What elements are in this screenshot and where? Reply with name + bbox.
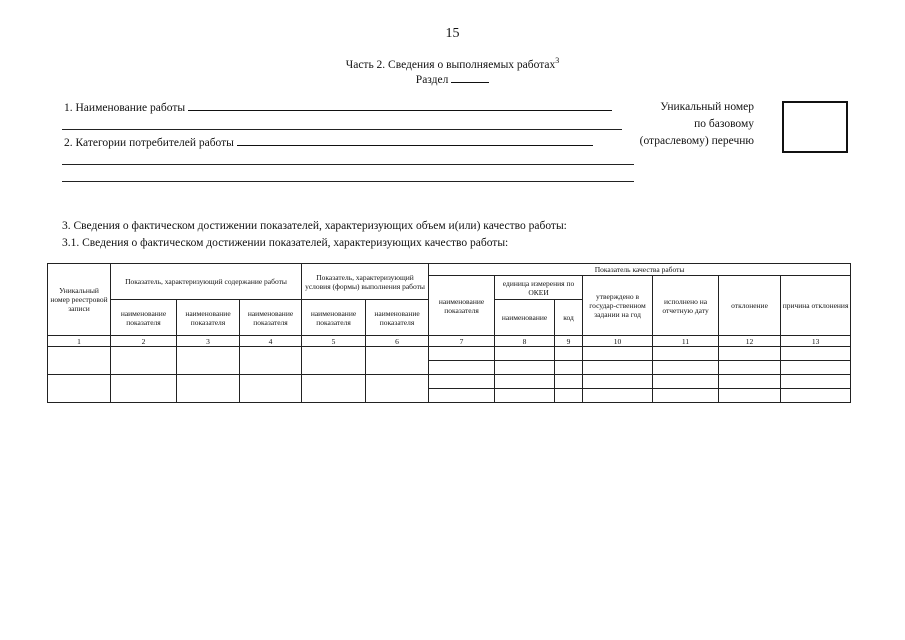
table-cell[interactable] [583, 375, 653, 389]
quality-table [47, 263, 851, 403]
unique-number-label [600, 99, 754, 150]
table-cell[interactable] [302, 375, 366, 403]
table-cell[interactable] [653, 375, 719, 389]
column-number: 11 [653, 336, 719, 347]
header-content-name-1: наименование показателя [111, 300, 177, 336]
header-unit-code: код [555, 300, 583, 336]
page-number: 15 [445, 26, 460, 41]
table-cell[interactable] [495, 375, 555, 389]
info-section-3-1: 3.1. Сведения о фактическом достижении показателей, характеризующих качество работы: [62, 237, 509, 249]
info-section-3: 3. Сведения о фактическом достижении показателей, характеризующих объем и(или) качество работы: [62, 220, 567, 232]
page-title-text: Часть 2. Сведения о выполняемых работах [345, 58, 556, 71]
table-cell[interactable] [495, 361, 555, 375]
field-work-name [64, 100, 612, 114]
header-conditions: Показатель, характеризующий условия (формы) выполнения работы [302, 264, 429, 300]
unique-number-box[interactable] [782, 101, 848, 153]
field-consumers-line-3[interactable] [62, 181, 634, 182]
column-number: 8 [495, 336, 555, 347]
field-consumers-line-2[interactable] [62, 164, 634, 165]
field-work-name-label: 1. Наименование работы [64, 102, 186, 114]
column-number: 1 [48, 336, 111, 347]
table-cell[interactable] [719, 361, 781, 375]
field-consumers [64, 135, 593, 149]
table-cell[interactable] [653, 347, 719, 361]
header-content: Показатель, характеризующий содержание работы [111, 264, 302, 300]
header-unit-name: наименование [495, 300, 555, 336]
table-cell[interactable] [583, 361, 653, 375]
header-quality-name: наименование показателя [429, 276, 495, 336]
column-number: 3 [177, 336, 240, 347]
table-cell[interactable] [240, 375, 302, 403]
section-line [0, 72, 905, 86]
column-number: 6 [366, 336, 429, 347]
table-cell[interactable] [555, 361, 583, 375]
table-cell[interactable] [429, 375, 495, 389]
table-cell[interactable] [719, 375, 781, 389]
header-content-name-2: наименование показателя [177, 300, 240, 336]
table-cell[interactable] [429, 347, 495, 361]
table-cell[interactable] [781, 375, 851, 389]
table-cell[interactable] [302, 347, 366, 375]
field-consumers-blank[interactable] [237, 135, 593, 146]
table-row [48, 375, 851, 389]
header-quality: Показатель качества работы [429, 264, 851, 276]
table-cell[interactable] [653, 361, 719, 375]
table-row [48, 347, 851, 361]
column-number: 4 [240, 336, 302, 347]
column-number: 2 [111, 336, 177, 347]
table-cell[interactable] [429, 389, 495, 403]
column-number: 10 [583, 336, 653, 347]
column-number: 9 [555, 336, 583, 347]
table-cell[interactable] [177, 347, 240, 375]
header-conditions-name-1: наименование показателя [302, 300, 366, 336]
section-label: Раздел [415, 74, 449, 86]
title-footnote: 3 [555, 56, 560, 65]
header-conditions-name-2: наименование показателя [366, 300, 429, 336]
table-cell[interactable] [555, 347, 583, 361]
table-cell[interactable] [495, 389, 555, 403]
table-cell[interactable] [719, 347, 781, 361]
table-cell[interactable] [48, 375, 111, 403]
table-cell[interactable] [653, 389, 719, 403]
header-deviation: отклонение [719, 276, 781, 336]
header-approved: утверждено в государ-ственном задании на год [583, 276, 653, 336]
header-executed: исполнено на отчетную дату [653, 276, 719, 336]
unique-number-line2: по базовому [694, 118, 754, 130]
column-number: 7 [429, 336, 495, 347]
table-cell[interactable] [48, 347, 111, 375]
header-reason: причина отклонения [781, 276, 851, 336]
table-cell[interactable] [781, 389, 851, 403]
column-numbers-row [48, 336, 851, 347]
table-cell[interactable] [429, 361, 495, 375]
table-cell[interactable] [495, 347, 555, 361]
section-number-blank[interactable] [451, 72, 489, 83]
table-cell[interactable] [366, 347, 429, 375]
table-cell[interactable] [366, 375, 429, 403]
table-cell[interactable] [555, 389, 583, 403]
table-cell[interactable] [111, 375, 177, 403]
column-number: 12 [719, 336, 781, 347]
table-cell[interactable] [111, 347, 177, 375]
column-number: 13 [781, 336, 851, 347]
unique-number-line3: (отраслевому) перечню [639, 135, 754, 147]
table-cell[interactable] [555, 375, 583, 389]
table-cell[interactable] [583, 347, 653, 361]
table-cell[interactable] [177, 375, 240, 403]
table-cell[interactable] [240, 347, 302, 375]
column-number: 5 [302, 336, 366, 347]
table-cell[interactable] [719, 389, 781, 403]
header-registry: Уникальный номер реестровой записи [48, 264, 111, 336]
header-content-name-3: наименование показателя [240, 300, 302, 336]
header-unit-okei: единица измерения по ОКЕИ [495, 276, 583, 300]
field-work-name-blank[interactable] [188, 100, 612, 111]
field-work-name-line-2[interactable] [62, 129, 622, 130]
unique-number-line1: Уникальный номер [660, 101, 754, 113]
table-cell[interactable] [583, 389, 653, 403]
page-title [0, 56, 905, 71]
table-cell[interactable] [781, 361, 851, 375]
field-consumers-label: 2. Категории потребителей работы [64, 137, 234, 149]
table-cell[interactable] [781, 347, 851, 361]
